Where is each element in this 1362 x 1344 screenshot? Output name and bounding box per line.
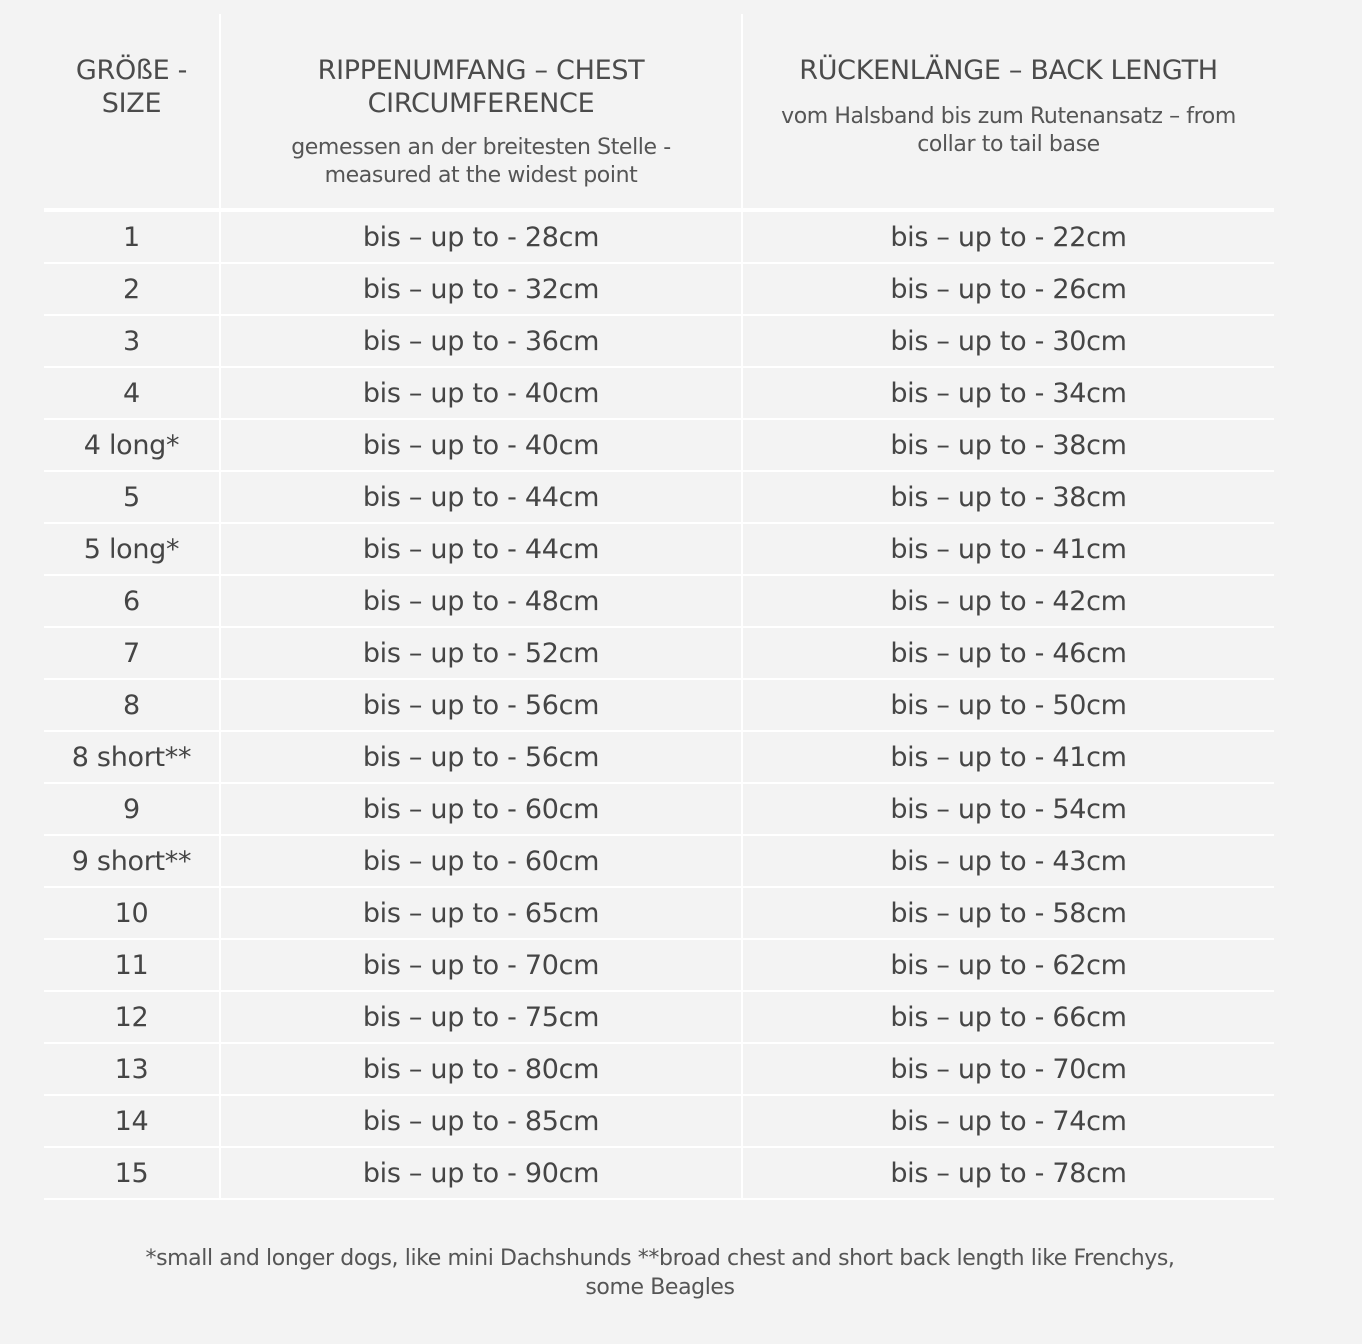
size-cell: 14 — [44, 1095, 220, 1147]
size-cell: 12 — [44, 991, 220, 1043]
back-cell: bis – up to - 58cm — [742, 887, 1274, 939]
back-cell: bis – up to - 41cm — [742, 731, 1274, 783]
table-row — [44, 1095, 1274, 1147]
chest-cell: bis – up to - 40cm — [220, 367, 742, 419]
size-cell: 4 long* — [44, 419, 220, 471]
size-cell: 8 — [44, 679, 220, 731]
chest-cell: bis – up to - 36cm — [220, 315, 742, 367]
chest-cell: bis – up to - 56cm — [220, 679, 742, 731]
chest-cell: bis – up to - 56cm — [220, 731, 742, 783]
table-row — [44, 263, 1274, 315]
chest-cell: bis – up to - 65cm — [220, 887, 742, 939]
table-row — [44, 731, 1274, 783]
header-size — [44, 14, 220, 210]
footnote: *small and longer dogs, like mini Dachshunds **broad chest and short back length like Frenchys, some Beagles — [145, 1246, 1175, 1300]
size-column-title: GRÖßE - SIZE — [75, 55, 188, 119]
size-cell: 7 — [44, 627, 220, 679]
back-cell: bis – up to - 62cm — [742, 939, 1274, 991]
back-cell: bis – up to - 70cm — [742, 1043, 1274, 1095]
back-cell: bis – up to - 50cm — [742, 679, 1274, 731]
chest-cell: bis – up to - 85cm — [220, 1095, 742, 1147]
back-cell: bis – up to - 38cm — [742, 419, 1274, 471]
table-header — [44, 14, 1274, 210]
size-cell: 15 — [44, 1147, 220, 1199]
table-row — [44, 1043, 1274, 1095]
chest-cell: bis – up to - 44cm — [220, 471, 742, 523]
size-cell: 4 — [44, 367, 220, 419]
size-cell: 3 — [44, 315, 220, 367]
chest-cell: bis – up to - 75cm — [220, 991, 742, 1043]
size-table — [44, 14, 1274, 1200]
chest-cell: bis – up to - 52cm — [220, 627, 742, 679]
header-chest — [220, 14, 742, 210]
chest-cell: bis – up to - 60cm — [220, 783, 742, 835]
chest-cell: bis – up to - 70cm — [220, 939, 742, 991]
size-cell: 2 — [44, 263, 220, 315]
table-row — [44, 887, 1274, 939]
table-row — [44, 315, 1274, 367]
chest-column-subtitle: gemessen an der breitesten Stelle - measured at the widest point — [291, 135, 671, 188]
back-column-title: RÜCKENLÄNGE – BACK LENGTH — [799, 55, 1218, 86]
back-cell: bis – up to - 78cm — [742, 1147, 1274, 1199]
size-cell: 8 short** — [44, 731, 220, 783]
table-row — [44, 419, 1274, 471]
chest-cell: bis – up to - 40cm — [220, 419, 742, 471]
back-cell: bis – up to - 43cm — [742, 835, 1274, 887]
header-back — [742, 14, 1274, 210]
back-cell: bis – up to - 74cm — [742, 1095, 1274, 1147]
header-row — [44, 14, 1274, 210]
chest-cell: bis – up to - 28cm — [220, 210, 742, 263]
table-row — [44, 627, 1274, 679]
back-cell: bis – up to - 42cm — [742, 575, 1274, 627]
chest-cell: bis – up to - 48cm — [220, 575, 742, 627]
table-row — [44, 939, 1274, 991]
table-row — [44, 471, 1274, 523]
table-row — [44, 679, 1274, 731]
back-cell: bis – up to - 54cm — [742, 783, 1274, 835]
size-cell: 10 — [44, 887, 220, 939]
back-cell: bis – up to - 38cm — [742, 471, 1274, 523]
chest-column-title: RIPPENUMFANG – CHEST CIRCUMFERENCE — [317, 55, 645, 119]
back-cell: bis – up to - 30cm — [742, 315, 1274, 367]
back-cell: bis – up to - 41cm — [742, 523, 1274, 575]
chest-cell: bis – up to - 60cm — [220, 835, 742, 887]
chest-cell: bis – up to - 80cm — [220, 1043, 742, 1095]
table-row — [44, 367, 1274, 419]
chest-cell: bis – up to - 44cm — [220, 523, 742, 575]
chest-cell: bis – up to - 90cm — [220, 1147, 742, 1199]
chest-cell: bis – up to - 32cm — [220, 263, 742, 315]
table-row — [44, 991, 1274, 1043]
size-cell: 5 long* — [44, 523, 220, 575]
table-row — [44, 1147, 1274, 1199]
back-cell: bis – up to - 22cm — [742, 210, 1274, 263]
size-cell: 11 — [44, 939, 220, 991]
back-cell: bis – up to - 66cm — [742, 991, 1274, 1043]
size-cell: 9 short** — [44, 835, 220, 887]
size-cell: 13 — [44, 1043, 220, 1095]
back-cell: bis – up to - 34cm — [742, 367, 1274, 419]
back-cell: bis – up to - 46cm — [742, 627, 1274, 679]
size-cell: 1 — [44, 210, 220, 263]
table-row — [44, 523, 1274, 575]
size-cell: 6 — [44, 575, 220, 627]
back-cell: bis – up to - 26cm — [742, 263, 1274, 315]
back-column-subtitle: vom Halsband bis zum Rutenansatz – from collar to tail base — [781, 104, 1236, 157]
table-row — [44, 575, 1274, 627]
size-cell: 5 — [44, 471, 220, 523]
table-row — [44, 835, 1274, 887]
table-body — [44, 210, 1274, 1199]
table-row — [44, 783, 1274, 835]
table-row — [44, 210, 1274, 263]
size-cell: 9 — [44, 783, 220, 835]
